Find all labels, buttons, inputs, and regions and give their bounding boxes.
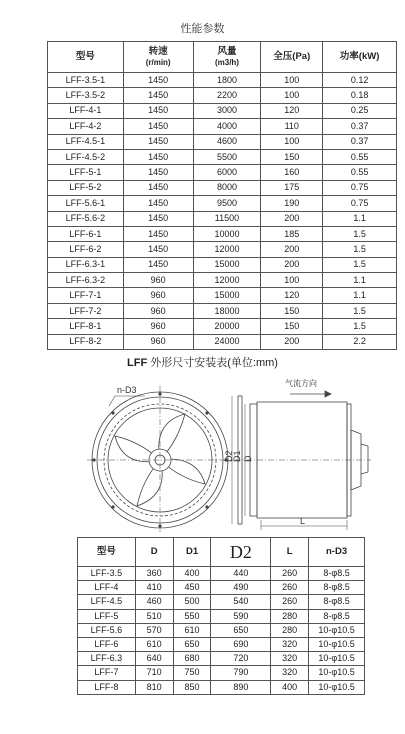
dim-row	[78, 595, 365, 609]
perf-row-cell: 120	[261, 288, 323, 303]
perf-row-cell: 0.37	[323, 119, 397, 134]
dim-row-cell: 610	[135, 637, 173, 651]
dim-row-cell: 410	[135, 581, 173, 595]
dim-title: LFF 外形尺寸安装表(单位:mm)	[127, 357, 278, 369]
perf-row-cell: LFF-4-1	[48, 103, 124, 118]
perf-row-cell: 1.5	[323, 226, 397, 241]
dim-row-cell: 8-φ8.5	[309, 595, 365, 609]
perf-row-cell: 960	[123, 334, 193, 349]
perf-row-cell: 8000	[193, 180, 261, 195]
perf-row	[48, 149, 397, 164]
perf-row-cell: LFF-5.6-1	[48, 196, 124, 211]
dim-row	[78, 609, 365, 623]
perf-row-cell: 1450	[123, 103, 193, 118]
dim-table-body	[78, 567, 365, 695]
perf-row-cell: 100	[261, 88, 323, 103]
dim-row-cell: 10-φ10.5	[309, 680, 365, 694]
perf-row-cell: 0.75	[323, 180, 397, 195]
perf-row-cell: LFF-7-1	[48, 288, 124, 303]
dim-row-cell: 8-φ8.5	[309, 581, 365, 595]
dim-row-cell: LFF-6	[78, 637, 136, 651]
perf-row-cell: 960	[123, 319, 193, 334]
perf-title: 性能参数	[180, 23, 225, 35]
perf-row-cell: LFF-4.5-2	[48, 149, 124, 164]
perf-row-cell: 120	[261, 103, 323, 118]
perf-row-cell: 0.18	[323, 88, 397, 103]
perf-row-cell: LFF-8-1	[48, 319, 124, 334]
dim-row-cell: LFF-4	[78, 581, 136, 595]
perf-row	[48, 196, 397, 211]
d1-label: D1	[232, 450, 242, 462]
dim-row-cell: LFF-8	[78, 680, 136, 694]
airflow-label: 气流方向	[285, 379, 317, 388]
perf-row-cell: 200	[261, 334, 323, 349]
perf-row	[48, 319, 397, 334]
dim-row-cell: 8-φ8.5	[309, 609, 365, 623]
perf-row-cell: 0.75	[323, 196, 397, 211]
dim-row-cell: LFF-3.5	[78, 567, 136, 581]
dim-row-cell: 450	[173, 581, 211, 595]
perf-row-cell: 10000	[193, 226, 261, 241]
perf-row-cell: 1450	[123, 149, 193, 164]
dim-row	[78, 666, 365, 680]
perf-row-cell: 4000	[193, 119, 261, 134]
perf-header-model: 型号	[48, 42, 124, 73]
dim-row-cell: LFF-5.6	[78, 623, 136, 637]
perf-row-cell: 190	[261, 196, 323, 211]
perf-row	[48, 288, 397, 303]
perf-row-cell: LFF-6.3-1	[48, 257, 124, 272]
dim-row-cell: 850	[173, 680, 211, 694]
dim-row-cell: 640	[135, 652, 173, 666]
dim-row-cell: 10-φ10.5	[309, 637, 365, 651]
perf-header-row	[48, 42, 397, 73]
d2-label: D2	[224, 450, 234, 462]
perf-row-cell: 11500	[193, 211, 261, 226]
perf-row-cell: 1450	[123, 165, 193, 180]
fan-diagram	[85, 374, 375, 534]
dim-row-cell: 610	[173, 623, 211, 637]
perf-row-cell: 1.5	[323, 242, 397, 257]
perf-row-cell: 150	[261, 319, 323, 334]
dim-row	[78, 680, 365, 694]
perf-header-power: 功率(kW)	[323, 42, 397, 73]
dim-row-cell: 750	[173, 666, 211, 680]
perf-row-cell: 20000	[193, 319, 261, 334]
perf-row-cell: 3000	[193, 103, 261, 118]
perf-row-cell: 960	[123, 303, 193, 318]
perf-row-cell: 110	[261, 119, 323, 134]
perf-row	[48, 273, 397, 288]
dim-row-cell: 500	[173, 595, 211, 609]
perf-row-cell: 4600	[193, 134, 261, 149]
perf-row-cell: LFF-6-2	[48, 242, 124, 257]
perf-row-cell: LFF-6.3-2	[48, 273, 124, 288]
dim-header-d1: D1	[173, 538, 211, 567]
perf-row-cell: LFF-5-2	[48, 180, 124, 195]
perf-row-cell: LFF-5.6-2	[48, 211, 124, 226]
perf-row-cell: 1450	[123, 73, 193, 88]
hole-label: n-D3	[117, 385, 137, 395]
dimension-table	[77, 537, 365, 695]
dim-row-cell: 540	[211, 595, 271, 609]
perf-row-cell: 960	[123, 273, 193, 288]
perf-row-cell: 0.25	[323, 103, 397, 118]
perf-row	[48, 334, 397, 349]
perf-row-cell: 2200	[193, 88, 261, 103]
l-label: L	[300, 516, 306, 526]
perf-row	[48, 180, 397, 195]
perf-row	[48, 226, 397, 241]
dim-header-row	[78, 538, 365, 567]
dim-row-cell: 590	[211, 609, 271, 623]
perf-row-cell: 150	[261, 149, 323, 164]
dim-row-cell: 280	[271, 623, 309, 637]
perf-row-cell: 200	[261, 242, 323, 257]
perf-table-body	[48, 73, 397, 350]
dim-header-l: L	[271, 538, 309, 567]
dim-row-cell: 720	[211, 652, 271, 666]
perf-row-cell: 1800	[193, 73, 261, 88]
dim-row-cell: 710	[135, 666, 173, 680]
perf-row-cell: LFF-4-2	[48, 119, 124, 134]
perf-row-cell: 1.5	[323, 257, 397, 272]
perf-header-airflow: 风量 (m3/h)	[193, 42, 261, 73]
perf-row-cell: 1450	[123, 119, 193, 134]
perf-row-cell: 1450	[123, 226, 193, 241]
perf-row-cell: 0.55	[323, 149, 397, 164]
perf-row	[48, 119, 397, 134]
perf-row-cell: 18000	[193, 303, 261, 318]
dim-header-model: 型号	[78, 538, 136, 567]
perf-row-cell: 200	[261, 211, 323, 226]
dim-row-cell: 10-φ10.5	[309, 623, 365, 637]
dim-row	[78, 581, 365, 595]
dim-row-cell: 570	[135, 623, 173, 637]
dim-header-d: D	[135, 538, 173, 567]
dim-row-cell: 8-φ8.5	[309, 567, 365, 581]
perf-row	[48, 73, 397, 88]
dim-row	[78, 652, 365, 666]
dim-row-cell: 400	[173, 567, 211, 581]
perf-header-pressure: 全压(Pa)	[261, 42, 323, 73]
perf-row-cell: 24000	[193, 334, 261, 349]
dim-row-cell: 510	[135, 609, 173, 623]
dim-row-cell: 10-φ10.5	[309, 666, 365, 680]
perf-header-speed: 转速 (r/min)	[123, 42, 193, 73]
perf-row-cell: 1.1	[323, 211, 397, 226]
dim-header-d2: D2	[211, 538, 271, 567]
dim-row-cell: 680	[173, 652, 211, 666]
dim-row-cell: 320	[271, 637, 309, 651]
perf-row-cell: 175	[261, 180, 323, 195]
dim-row-cell: 320	[271, 652, 309, 666]
perf-row	[48, 242, 397, 257]
perf-row-cell: 200	[261, 257, 323, 272]
perf-row-cell: 1.5	[323, 319, 397, 334]
perf-row-cell: 5500	[193, 149, 261, 164]
dim-row-cell: 280	[271, 609, 309, 623]
perf-row-cell: LFF-3.5-1	[48, 73, 124, 88]
perf-row-cell: LFF-6-1	[48, 226, 124, 241]
perf-row	[48, 165, 397, 180]
perf-row-cell: 1450	[123, 180, 193, 195]
perf-row-cell: 12000	[193, 242, 261, 257]
dim-row	[78, 637, 365, 651]
perf-row	[48, 134, 397, 149]
dim-row-cell: 10-φ10.5	[309, 652, 365, 666]
perf-row-cell: 1450	[123, 196, 193, 211]
perf-row-cell: LFF-8-2	[48, 334, 124, 349]
dim-row-cell: 690	[211, 637, 271, 651]
dim-row-cell: 460	[135, 595, 173, 609]
front-view	[87, 386, 233, 532]
dim-row	[78, 623, 365, 637]
perf-row-cell: 1.1	[323, 288, 397, 303]
perf-row-cell: 150	[261, 303, 323, 318]
dim-row-cell: 260	[271, 595, 309, 609]
dim-row-cell: 650	[173, 637, 211, 651]
perf-row-cell: 2.2	[323, 334, 397, 349]
perf-row-cell: 15000	[193, 257, 261, 272]
perf-row-cell: 1.1	[323, 273, 397, 288]
dim-row-cell: 440	[211, 567, 271, 581]
perf-row-cell: 1450	[123, 211, 193, 226]
dim-header-nd3: n-D3	[309, 538, 365, 567]
perf-row-cell: 12000	[193, 273, 261, 288]
dim-row-cell: LFF-7	[78, 666, 136, 680]
dim-row-cell: 360	[135, 567, 173, 581]
dim-row-cell: 260	[271, 567, 309, 581]
perf-row-cell: 100	[261, 73, 323, 88]
perf-row-cell: LFF-7-2	[48, 303, 124, 318]
performance-table	[47, 41, 397, 350]
perf-row	[48, 88, 397, 103]
perf-row-cell: LFF-4.5-1	[48, 134, 124, 149]
dim-row-cell: LFF-4.5	[78, 595, 136, 609]
perf-row-cell: 9500	[193, 196, 261, 211]
perf-row-cell: 1450	[123, 134, 193, 149]
perf-row	[48, 103, 397, 118]
perf-row-cell: 185	[261, 226, 323, 241]
dim-row-cell: 260	[271, 581, 309, 595]
dim-row-cell: 650	[211, 623, 271, 637]
dim-row-cell: 400	[271, 680, 309, 694]
perf-row-cell: 1450	[123, 242, 193, 257]
dim-row	[78, 567, 365, 581]
dim-row-cell: 490	[211, 581, 271, 595]
dim-row-cell: LFF-6.3	[78, 652, 136, 666]
dim-row-cell: 550	[173, 609, 211, 623]
perf-row-cell: 100	[261, 134, 323, 149]
perf-row	[48, 211, 397, 226]
perf-row-cell: 160	[261, 165, 323, 180]
perf-row-cell: 6000	[193, 165, 261, 180]
perf-row-cell: 1.5	[323, 303, 397, 318]
perf-row-cell: 15000	[193, 288, 261, 303]
perf-row-cell: 0.55	[323, 165, 397, 180]
perf-row	[48, 303, 397, 318]
dim-row-cell: LFF-5	[78, 609, 136, 623]
dim-row-cell: 810	[135, 680, 173, 694]
dim-row-cell: 790	[211, 666, 271, 680]
perf-row-cell: 0.37	[323, 134, 397, 149]
perf-row-cell: LFF-3.5-2	[48, 88, 124, 103]
perf-row-cell: 1450	[123, 257, 193, 272]
perf-row-cell: 1450	[123, 88, 193, 103]
perf-row-cell: 100	[261, 273, 323, 288]
d-label: D	[243, 455, 253, 462]
dim-row-cell: 890	[211, 680, 271, 694]
perf-row-cell: 960	[123, 288, 193, 303]
perf-row	[48, 257, 397, 272]
perf-row-cell: 0.12	[323, 73, 397, 88]
perf-row-cell: LFF-5-1	[48, 165, 124, 180]
dim-row-cell: 320	[271, 666, 309, 680]
